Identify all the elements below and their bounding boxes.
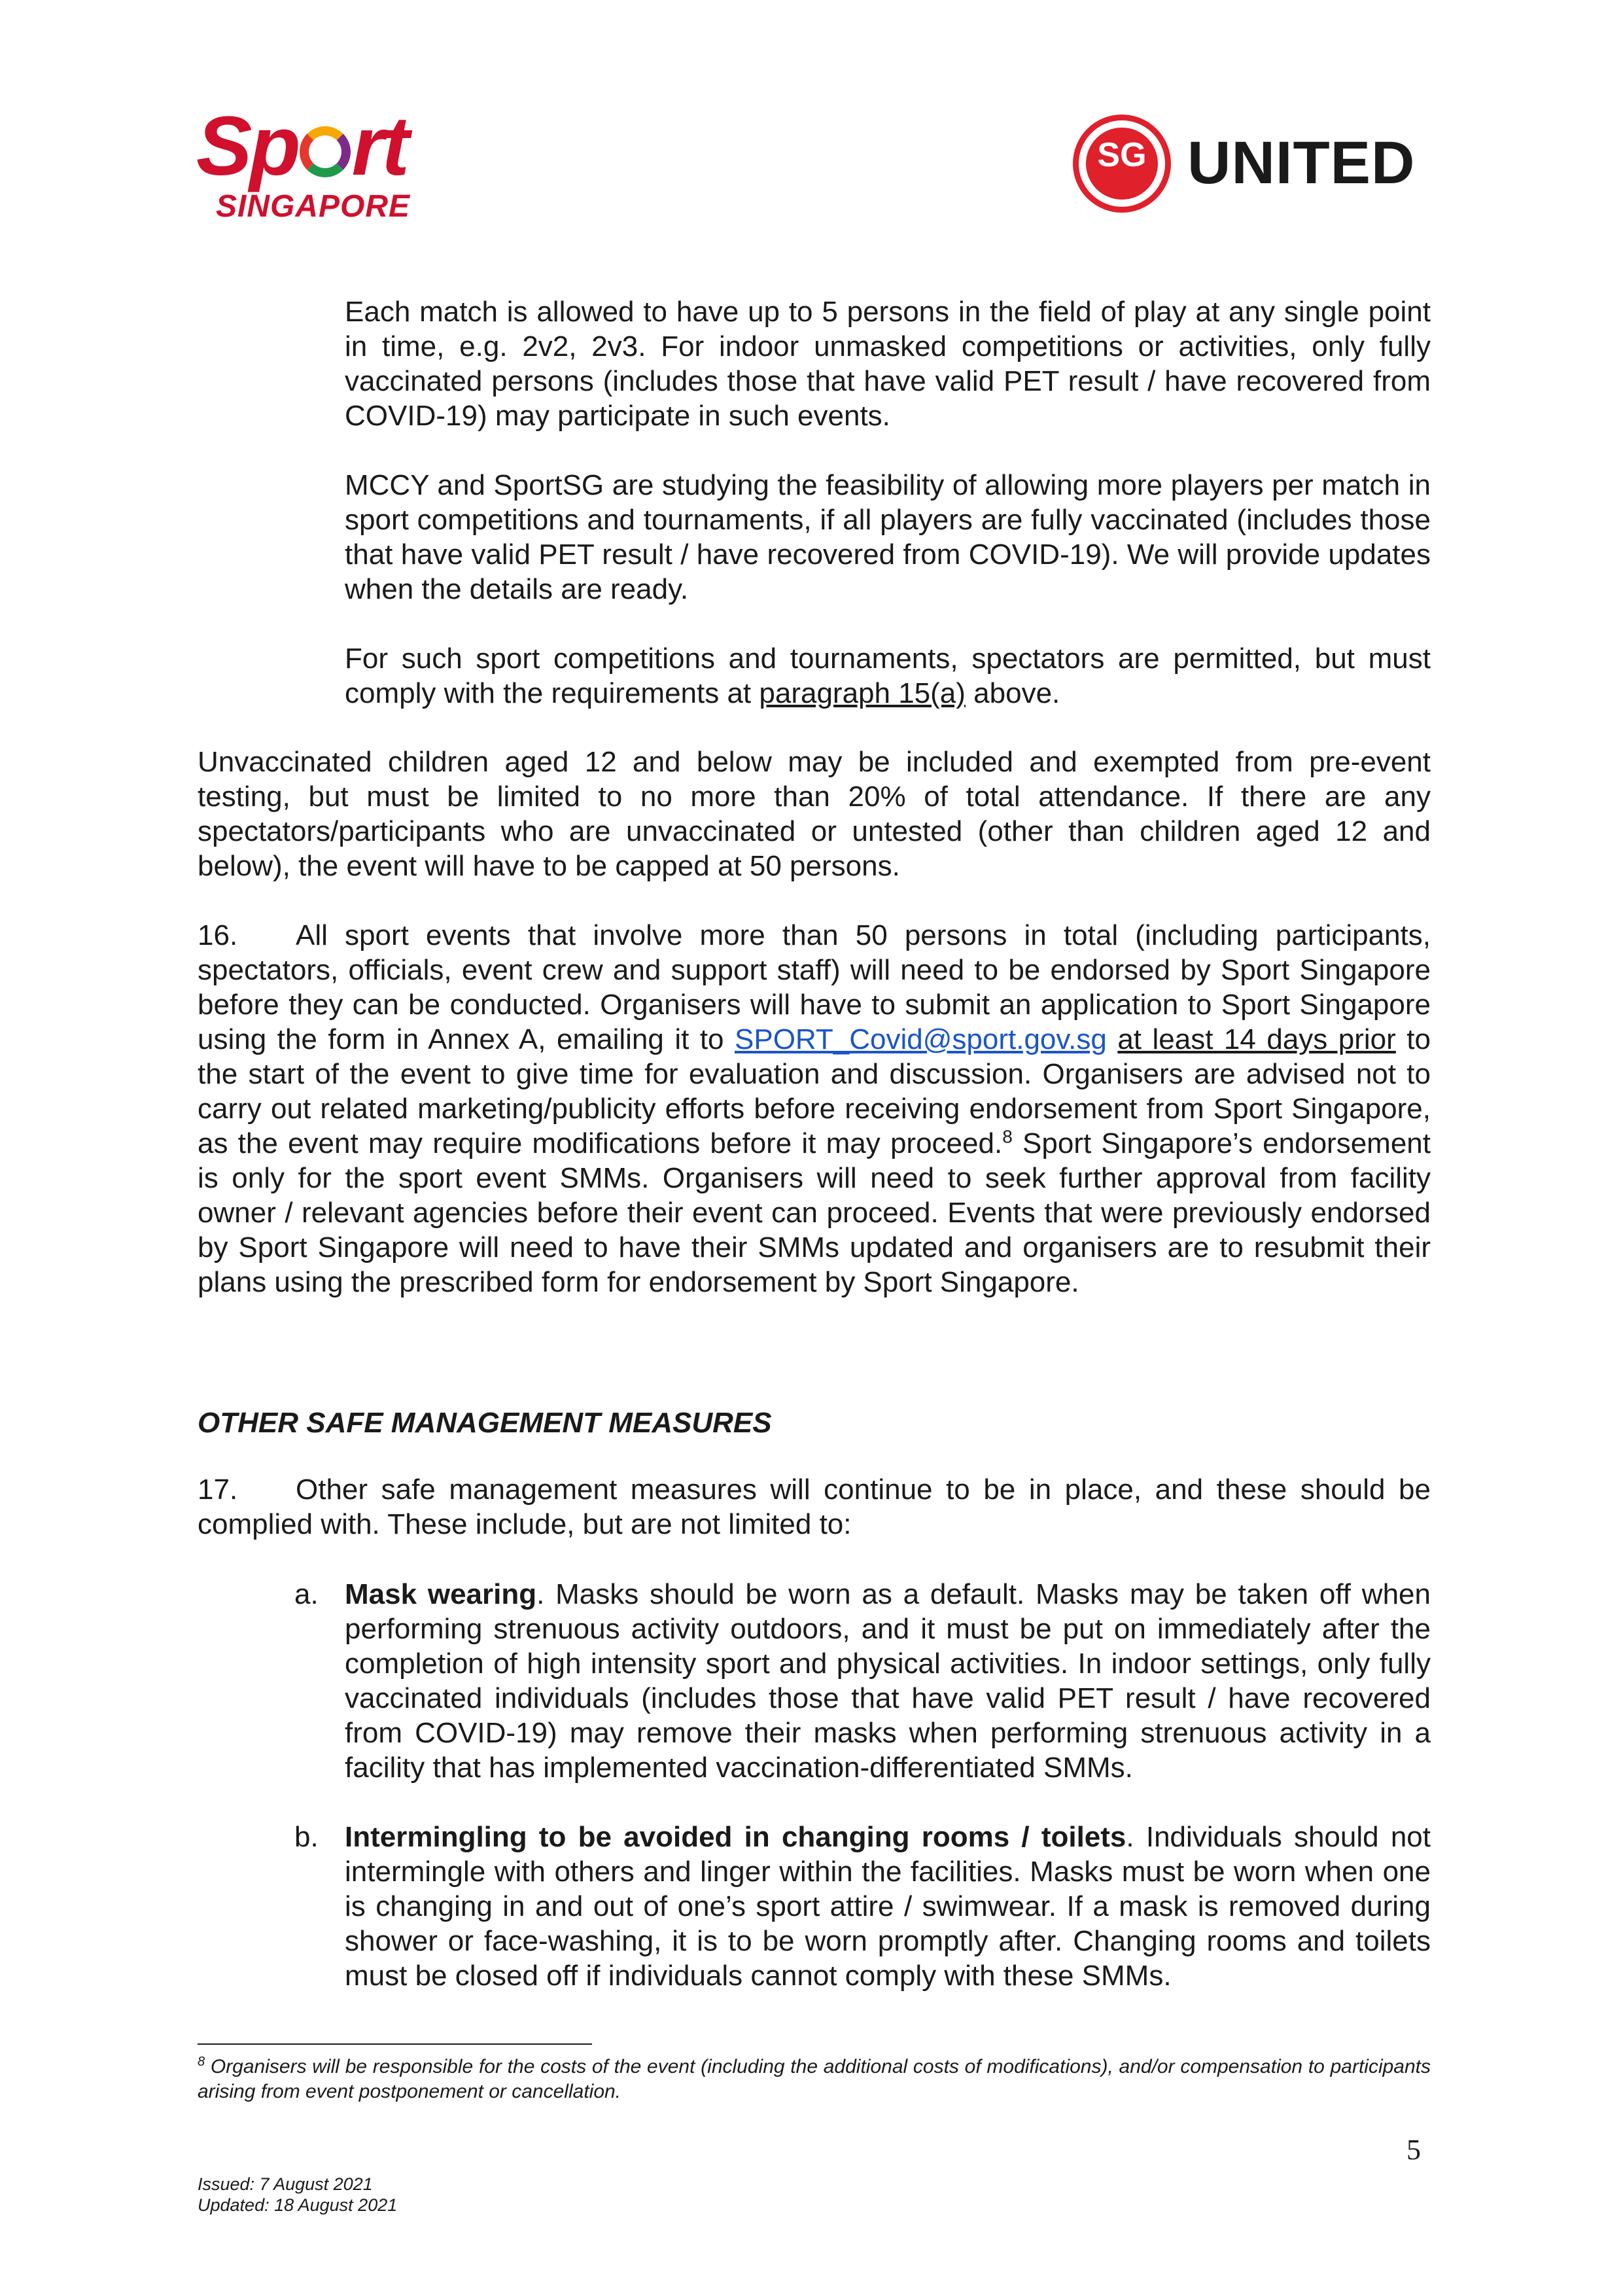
underlined-deadline: at least 14 days prior [1117,1023,1396,1055]
paragraph-17: 17. Other safe management measures will continue to be in place, and these should be complied with. These include, but are not limited to: [198,1474,1431,1540]
footnote: $^8$ Organisers will be responsible for the costs of the event (including the additional costs of modifications), and/or compensation to participants arising from event postponement or cancellation. [198,2055,1431,2102]
footnote-divider [198,2043,592,2045]
list-body: Intermingling to be avoided in changing rooms / toilets. Individuals should not intermingle with others and linger within the facilities. Masks must be worn when one is changing in and out of one’s sport attire / swimwear. If a mask is removed during shower or face-washing, it is to be worn promptly after. Changing rooms and toilets must be closed off if individuals cannot comply with these SMMs. [345,1821,1431,1992]
list-title: Intermingling to be avoided in changing rooms / toilets [345,1821,1126,1853]
page-number: 5 [1406,2134,1421,2166]
paragraph-number: 16. [198,919,238,951]
list-letter: b. [294,1821,319,1853]
section-heading: OTHER SAFE MANAGEMENT MEASURES [198,1407,772,1439]
issue-dates: Issued: 7 August 2021 Updated: 18 August 2021 [198,2174,398,2215]
footnote-reference[interactable]: 8 [1002,1126,1013,1147]
paragraph-feasibility: MCCY and SportSG are studying the feasibility of allowing more players per match in sport competitions and tournaments, if all players are fully vaccinated (includes those that have valid PET result / have recovered from COVID-19). We will provide updates when the details are ready. [345,469,1431,605]
paragraph-15a-reference[interactable]: paragraph 15(a) [759,677,966,709]
sport-logo-wordmark: Sp rt [196,99,407,193]
list-body: Mask wearing. Masks should be worn as a default. Masks may be taken off when performing strenuous activity outdoors, and it must be put on immediately after the completion of high intensity sport and physical activities. In indoor settings, only fully vaccinated individuals (includes those that have valid PET result / have recovered from COVID-19) may remove their masks when performing strenuous activity in a facility that has implemented vaccination-differentiated SMMs. [345,1578,1431,1784]
sport-logo-ring-icon [300,126,351,177]
paragraph-number: 17. [198,1474,238,1506]
list-title: Mask wearing [345,1578,537,1610]
list-letter: a. [294,1578,319,1610]
sg-circle-text: SG [1097,136,1147,174]
sg-united-logo [1073,115,1426,219]
sport-logo-subtitle: SINGAPORE [216,189,411,224]
email-link[interactable]: SPORT_Covid@sport.gov.sg [735,1023,1107,1055]
paragraph-match-size: Each match is allowed to have up to 5 persons in the field of play at any single point in time, e.g. 2v2, 2v3. For indoor unmasked competitions or activities, only fully vaccinated persons (includes those that have valid PET result / have recovered from COVID-19) may participate in such events. [345,296,1431,432]
paragraph-unvaccinated-children: Unvaccinated children aged 12 and below may be included and exempted from pre-event testing, but must be limited to no more than 20% of total attendance. If there are any spectators/participants who are unvaccinated or untested (other than children aged 12 and below), the event will have to be capped at 50 persons. [198,746,1431,882]
paragraph-16: 16. All sport events that involve more than 50 persons in total (including participants, spectators, officials, event crew and support staff) will need to be endorsed by Sport Singapore before they can be conducted. Organisers will have to submit an application to Sport Singapore using the form in Annex A, emailing it to SPORT_Covid@sport.gov.sg at least 14 days prior to the start of the event to give time for evaluation and discussion. Organisers are advised not to carry out related marketing/publicity efforts before receiving endorsement from Sport Singapore, as the event may require modifications before it may proceed.$^8$ Sport Singapore’s endorsement is only for the sport event SMMs. Organisers will need to seek further approval from facility owner / relevant agencies before their event can proceed. Events that were previously endorsed by Sport Singapore will need to have their SMMs updated and organisers are to resubmit their plans using the prescribed form for endorsement by Sport Singapore. [198,919,1431,1298]
sport-singapore-logo [196,99,451,229]
sg-united-wordmark: UNITED [1187,130,1416,196]
paragraph-spectators: For such sport competitions and tournaments, spectators are permitted, but must comply with the requirements at paragraph 15(a) above. [345,643,1431,709]
